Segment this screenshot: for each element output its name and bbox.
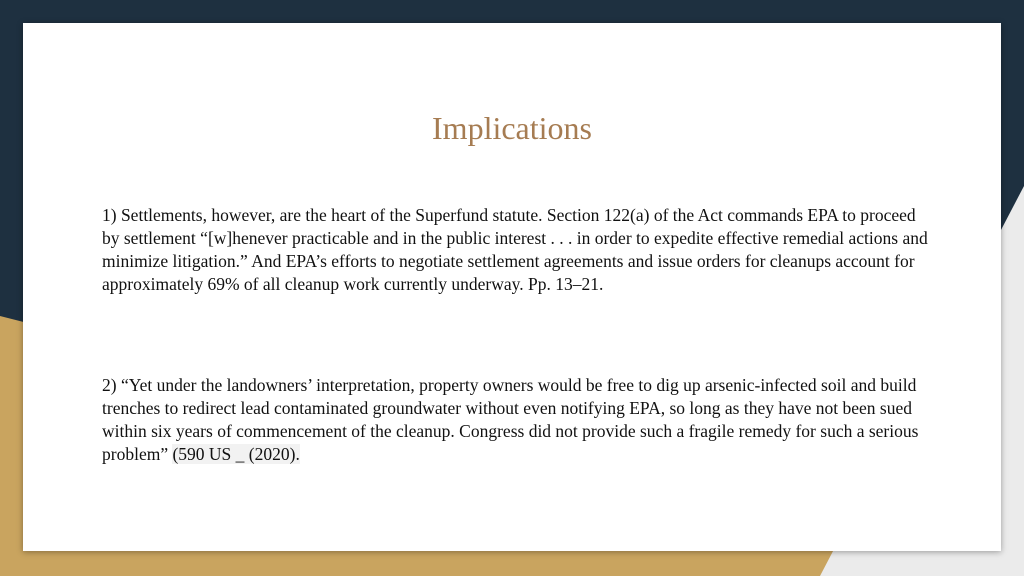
case-citation: (590 US _ (2020). <box>172 444 300 464</box>
paragraph-2-text: 2) “Yet under the landowners’ interpretation, property owners would be free to dig up arsenic-infected soil and build trenches to redirect lead contaminated groundwater without even notifying EPA, so long as they have not been sued within six years of commencement of the cleanup. Congress did not provide such a fragile remedy for such a serious problem” <box>102 375 919 464</box>
slide-title: Implications <box>432 110 592 146</box>
paragraph-settlements <box>102 204 932 296</box>
paragraph-1-text: 1) Settlements, however, are the heart of the Superfund statute. Section 122(a) of the Act commands EPA to proceed by settlement “[w]henever practicable and in the public interest . . . in order to expedite effective remedial actions and minimize litigation.” And EPA’s efforts to negotiate settlement agreements and issue orders for cleanups account for approximately 69% of all cleanup work currently underway. Pp. 13–21. <box>102 205 928 294</box>
paragraph-landowners <box>102 374 932 466</box>
slide-card <box>23 23 1001 551</box>
